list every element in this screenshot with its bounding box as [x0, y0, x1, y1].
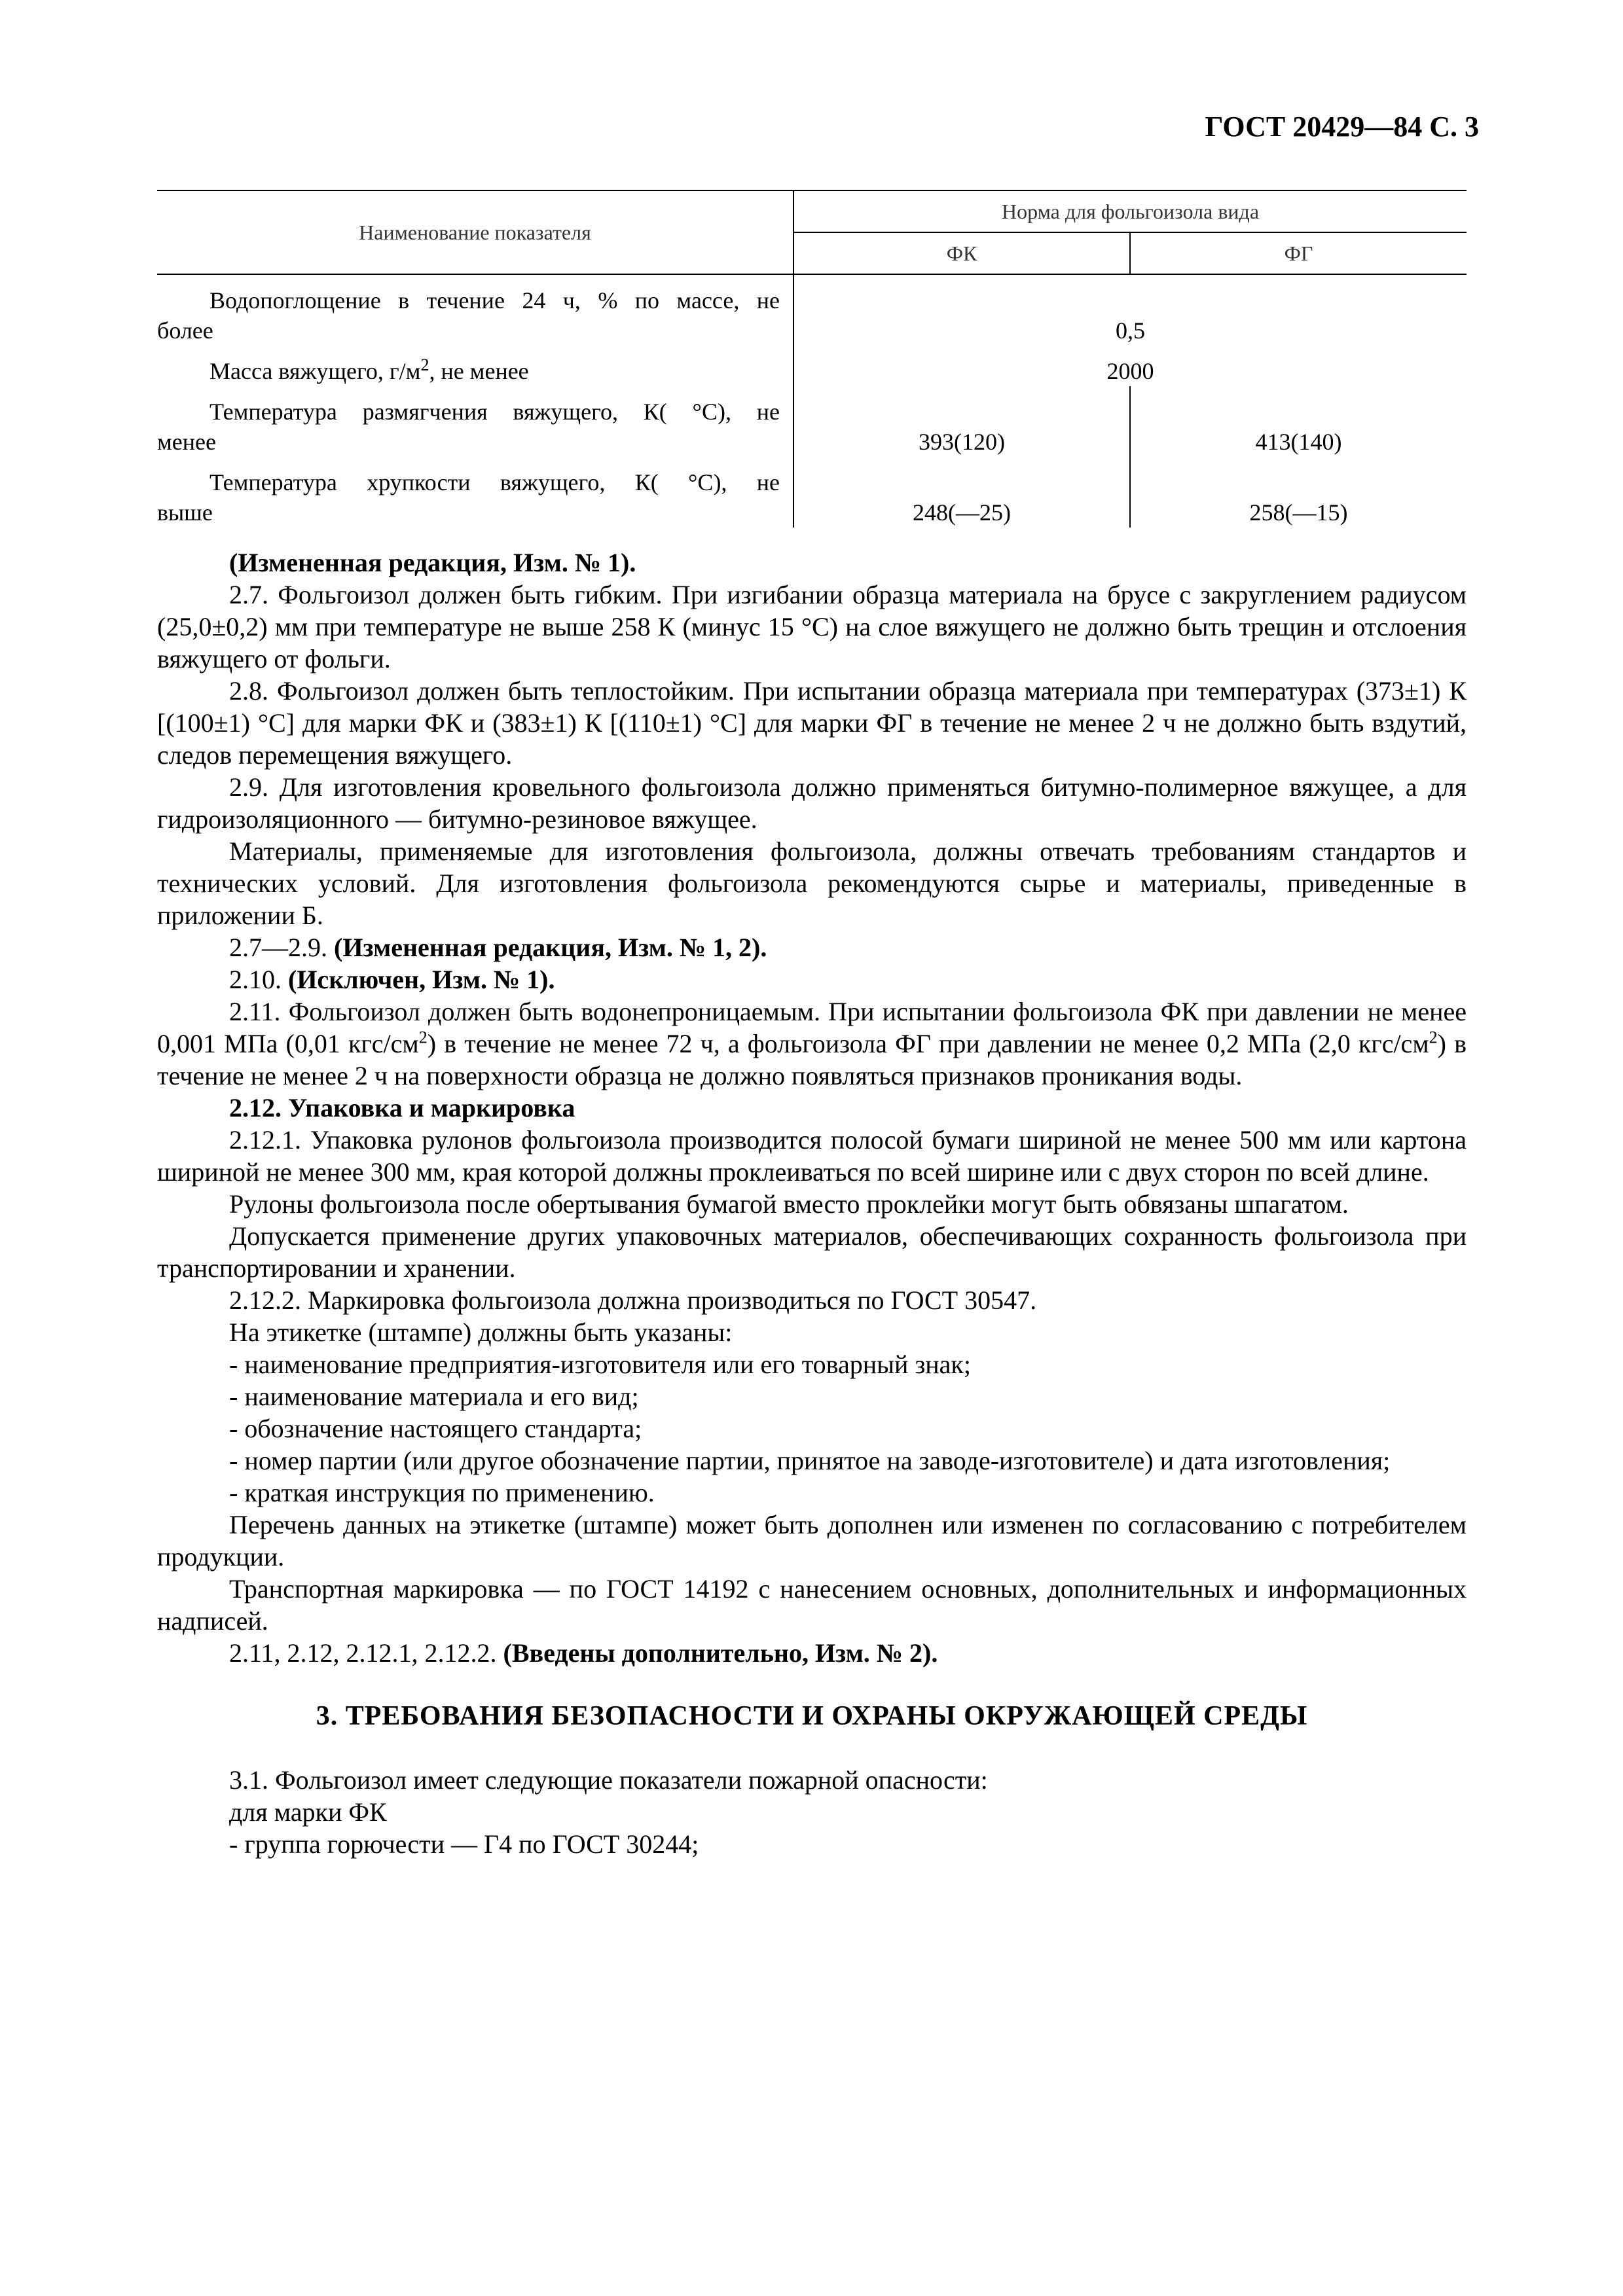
table-row — [157, 397, 1467, 457]
table-cell-name: Температура размягчения вяжущего, К( °С), не — [210, 399, 780, 425]
allowed-paragraph: Допускается применение других упаковочных материалов, обеспечивающих сохранность фольгоизола при транспортировании и хранении. — [157, 1221, 1467, 1283]
rolls-paragraph: Рулоны фольгоизола после обертывания бумагой вместо проклейки могут быть обвязаны шпагатом. — [229, 1189, 1349, 1219]
table-subheader-fk: ФК — [793, 232, 1130, 274]
list-item: - наименование материала и его вид; — [229, 1382, 639, 1411]
introduced-note — [157, 1637, 1467, 1669]
clause-2-7-2-9-note — [157, 931, 1467, 963]
document-body — [157, 547, 1467, 1860]
clause-2-10 — [157, 963, 1467, 996]
table-row — [157, 356, 1467, 386]
amendment-note: (Измененная редакция, Изм. № 1, 2). — [334, 933, 767, 962]
table-cell-fk: 248(—25) — [793, 467, 1130, 528]
list-changes-paragraph: Перечень данных на этикетке (штампе) может быть дополнен или изменен по согласованию с потребителем продукции. — [157, 1510, 1467, 1571]
label-intro: На этикетке (штампе) должны быть указаны: — [229, 1318, 733, 1347]
table-cell-name: Температура хрупкости вяжущего, К( °С), не — [210, 469, 780, 495]
fk-brand-line: для марки ФК — [229, 1797, 387, 1827]
clause-2-12-1: 2.12.1. Упаковка рулонов фольгоизола производится полосой бумаги шириной не менее 500 мм или картона шириной не менее 300 мм, края которой должны проклеиваться по всей ширине или с двух сторон по всей длине. — [157, 1125, 1467, 1187]
table-cell-fg: 413(140) — [1255, 429, 1342, 455]
transport-paragraph: Транспортная маркировка — по ГОСТ 14192 с нанесением основных, дополнительных и информационных надписей. — [157, 1574, 1467, 1636]
table-cell-name: Масса вяжущего, $г/м^2$, не менее — [157, 356, 793, 386]
clause-2-12-heading: 2.12. Упаковка и маркировка — [229, 1093, 575, 1122]
clause-2-8: 2.8. Фольгоизол должен быть теплостойким. При испытании образца материала при температурах (373±1) К [(100±1) °С] для марки ФК и (383±1) К [(110±1) °С] для марки ФГ в течение не менее 2 ч не должно быть вздутий, следов перемещения вяжущего. — [157, 676, 1467, 770]
list-item: - номер партии (или другое обозначение партии, принятое на заводе-изготовителе) и дата изготовления; — [229, 1446, 1391, 1475]
table-cell-fg: 258(—15) — [1249, 499, 1348, 526]
amendment-note: (Введены дополнительно, Изм. № 2). — [503, 1638, 938, 1668]
table-cell-name: Водопоглощение в течение 24 ч, % по массе, не — [210, 287, 780, 314]
table-subheader-fg: ФГ — [1130, 232, 1467, 274]
clause-number: 2.10. — [229, 965, 282, 994]
table-row — [157, 467, 1467, 528]
section-3-title: 3. ТРЕБОВАНИЯ БЕЗОПАСНОСТИ И ОХРАНЫ ОКРУЖАЮЩЕЙ СРЕДЫ — [316, 1701, 1308, 1731]
clause-2-12-2: 2.12.2. Маркировка фольгоизола должна производиться по ГОСТ 30547. — [229, 1285, 1037, 1315]
clause-number: 2.7—2.9. — [229, 933, 327, 962]
list-item: - группа горючести — Г4 по ГОСТ 30244; — [229, 1829, 699, 1859]
amendment-note: (Исключен, Изм. № 1). — [288, 965, 555, 994]
table-cell-value: 0,5 — [1116, 317, 1145, 344]
table-header-norm: Норма для фольгоизола вида — [793, 190, 1467, 232]
page-header: ГОСТ 20429—84 С. 3 — [1205, 111, 1479, 143]
clause-2-7: 2.7. Фольгоизол должен быть гибким. При изгибании образца материала на брусе с закруглением радиусом (25,0±0,2) мм при температуре не выше 258 К (минус 15 °С) на слое вяжущего не должно быть трещин и отслоения вяжущего от фольги. — [157, 580, 1467, 673]
table-cell-name-cont: более — [157, 317, 213, 344]
clause-number: 2.11, 2.12, 2.12.1, 2.12.2. — [229, 1638, 497, 1668]
list-item: - наименование предприятия-изготовителя или его товарный знак; — [229, 1350, 971, 1379]
list-item: - краткая инструкция по применению. — [229, 1478, 655, 1507]
table-row — [157, 285, 1467, 346]
table-cell-name-cont: менее — [157, 429, 216, 455]
table-cell-name-cont: выше — [157, 499, 213, 526]
clause-2-9: 2.9. Для изготовления кровельного фольгоизола должно применяться битумно-полимерное вяжущее, а для гидроизоляционного — битумно-резиновое вяжущее. — [157, 772, 1467, 834]
table-cell-fk: 393(120) — [793, 397, 1130, 457]
list-item: - обозначение настоящего стандарта; — [229, 1414, 642, 1443]
table-header-name: Наименование показателя — [157, 190, 793, 274]
clause-2-11: 2.11. Фольгоизол должен быть водонепроницаемым. При испытании фольгоизола ФК при давлении не менее 0,001 МПа (0,01 кгс/$см^2$) в течение не менее 72 ч, а фольгоизола ФГ при давлении не менее 0,2 МПа (2,0 кгс/$см^2$) в течение не менее 2 ч на поверхности образца не должно появляться признаков проникания воды. — [157, 997, 1467, 1090]
table-cell-value: 2000 — [1106, 358, 1154, 384]
materials-paragraph: Материалы, применяемые для изготовления фольгоизола, должны отвечать требованиям стандартов и технических условий. Для изготовления фольгоизола рекомендуются сырье и материалы, приведенные в приложении Б. — [157, 836, 1467, 930]
amendment-note: (Измененная редакция, Изм. № 1). — [229, 548, 636, 577]
spec-table — [157, 190, 1467, 528]
clause-3-1: 3.1. Фольгоизол имеет следующие показатели пожарной опасности: — [229, 1765, 988, 1795]
